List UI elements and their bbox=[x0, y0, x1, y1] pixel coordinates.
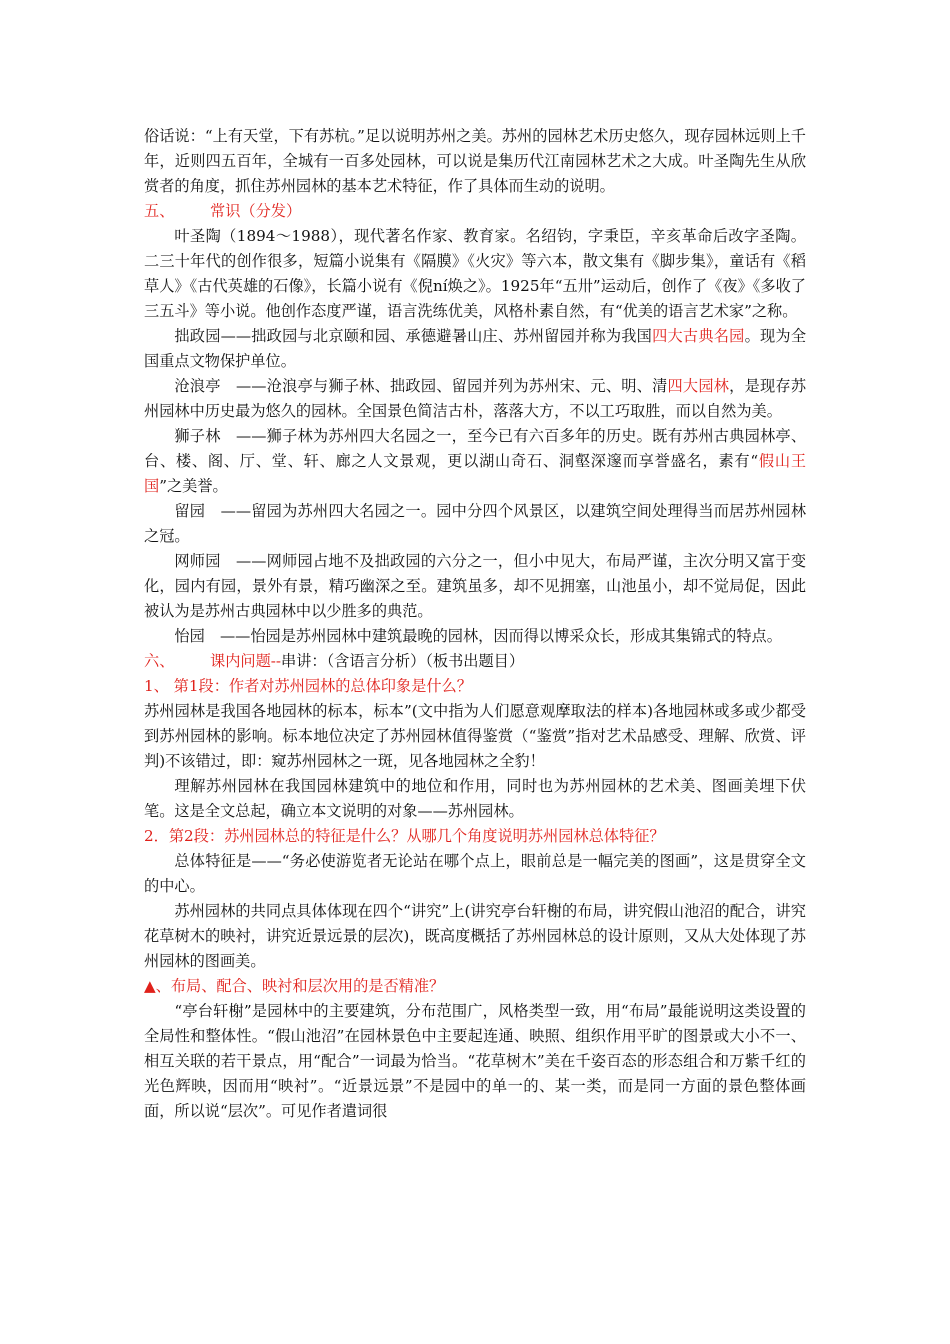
section-6-heading bbox=[144, 649, 806, 674]
wangshi-paragraph: 网师园 ——网师园占地不及拙政园的六分之一，但小中见大，布局严谨，主次分明又富于变化，园内有园，景外有景，精巧幽深之至。建筑虽多，却不见拥塞，山池虽小，却不觉局促，因此被认为是苏州古典园林中以少胜多的典范。 bbox=[144, 552, 806, 620]
zhuozheng-highlight: 四大古典名园 bbox=[652, 327, 745, 345]
section-6-number: 六、 bbox=[144, 652, 175, 670]
shizi-paragraph bbox=[144, 424, 806, 499]
canglang-paragraph bbox=[144, 374, 806, 424]
liu-paragraph: 留园 ——留园为苏州四大名园之一。园中分四个风景区，以建筑空间处理得当而居苏州园林之冠。 bbox=[144, 502, 806, 545]
shizi-text: 狮子林 ——狮子林为苏州四大名园之一，至今已有六百多年的历史。既有苏州古典园林亭、台、楼、阁、厅、堂、轩、廊之人文景观，更以湖山奇石、洞壑深邃而享誉盛名，素有“ bbox=[144, 427, 806, 470]
zhuozheng-text: 拙政园——拙政园与北京颐和园、承德避暑山庄、苏州留园并称为我国 bbox=[174, 327, 653, 345]
canglang-highlight: 四大园林 bbox=[667, 377, 730, 395]
question-1: 1、 第1段：作者对苏州园林的总体印象是什么？ bbox=[144, 677, 472, 695]
section-5-title: 常识（分发） bbox=[210, 202, 302, 220]
section-5-number: 五、 bbox=[144, 202, 175, 220]
author-paragraph: 叶圣陶（1894～1988），现代著名作家、教育家。名绍钧，字秉臣，辛亥革命后改字圣陶。二三十年代的创作很多，短篇小说集有《隔膜》《火灾》等六本，散文集有《脚步集》，童话有《稻草人》《古代英雄的石像》，长篇小说有《倪ní焕之》。1925年“五卅”运动后，创作了《夜》《多收了三五斗》等小说。他创作态度严谨，语言洗练优美，风格朴素自然，有“优美的语言艺术家”之称。 bbox=[144, 227, 806, 320]
question-3: ▲、布局、配合、映衬和层次用的是否精准？ bbox=[144, 977, 445, 995]
answer-1-paragraph-2: 理解苏州园林在我国园林建筑中的地位和作用，同时也为苏州园林的艺术美、图画美埋下伏笔。这是全文总起，确立本文说明的对象——苏州园林。 bbox=[144, 777, 806, 820]
answer-2-paragraph-2: 苏州园林的共同点具体体现在四个“讲究”上(讲究亭台轩榭的布局，讲究假山池沼的配合，讲究花草树木的映衬，讲究近景远景的层次)，既高度概括了苏州园林总的设计原则，又从大处体现了苏州园林的图画美。 bbox=[144, 902, 806, 970]
zhuozheng-text-end: 。现为全国重点文物保护单位。 bbox=[144, 327, 807, 370]
document-page bbox=[144, 124, 806, 1124]
shizi-text-end: ”之美誉。 bbox=[159, 477, 228, 495]
zhuozheng-paragraph bbox=[144, 324, 806, 374]
section-6-title: 课内问题-- bbox=[210, 652, 282, 670]
question-2: 2．第2段：苏州园林总的特征是什么？从哪几个角度说明苏州园林总体特征？ bbox=[144, 827, 665, 845]
answer-1-paragraph-1: 苏州园林是我国各地园林的标本，标本”(文中指为人们愿意观摩取法的样本)各地园林或多或少都受到苏州园林的影响。标本地位决定了苏州园林值得鉴赏（“鉴赏”指对艺术品感受、理解、欣赏、评判)不该错过，即：窥苏州园林之一斑，见各地园林之全豹！ bbox=[144, 702, 806, 770]
canglang-text: 沧浪亭 ——沧浪亭与狮子林、拙政园、留园并列为苏州宋、元、明、清 bbox=[174, 377, 668, 395]
answer-2-paragraph-1: 总体特征是——“务必使游览者无论站在哪个点上，眼前总是一幅完美的图画”，这是贯穿全文的中心。 bbox=[144, 852, 806, 895]
intro-paragraph: 俗话说：“上有天堂，下有苏杭。”足以说明苏州之美。苏州的园林艺术历史悠久，现存园林远则上千年，近则四五百年，全城有一百多处园林，可以说是集历代江南园林艺术之大成。叶圣陶先生从欣赏者的角度，抓住苏州园林的基本艺术特征，作了具体而生动的说明。 bbox=[144, 127, 806, 195]
section-6-subtitle: 串讲：（含语言分析）（板书出题目） bbox=[281, 652, 525, 670]
answer-3-paragraph-1: “亭台轩榭”是园林中的主要建筑，分布范围广，风格类型一致，用“布局”最能说明这类设置的全局性和整体性。“假山池沼”在园林景色中主要起连通、映照、组织作用平旷的图景或大小不一、相互关联的若干景点，用“配合”一词最为恰当。“花草树木”美在千姿百态的形态组合和万紫千红的光色辉映，因而用“映衬”。“近景远景”不是园中的单一的、某一类，而是同一方面的景色整体画面，所以说“层次”。可见作者遣词很 bbox=[144, 1002, 806, 1120]
yi-paragraph: 怡园 ——怡园是苏州园林中建筑最晚的园林，因而得以博采众长，形成其集锦式的特点。 bbox=[174, 627, 782, 645]
canglang-text-end: ，是现存苏州园林中历史最为悠久的园林。全国景色简洁古朴，落落大方，不以工巧取胜，而以自然为美。 bbox=[144, 377, 807, 420]
section-5-heading bbox=[144, 199, 806, 224]
shizi-highlight: 假山王国 bbox=[144, 452, 807, 495]
